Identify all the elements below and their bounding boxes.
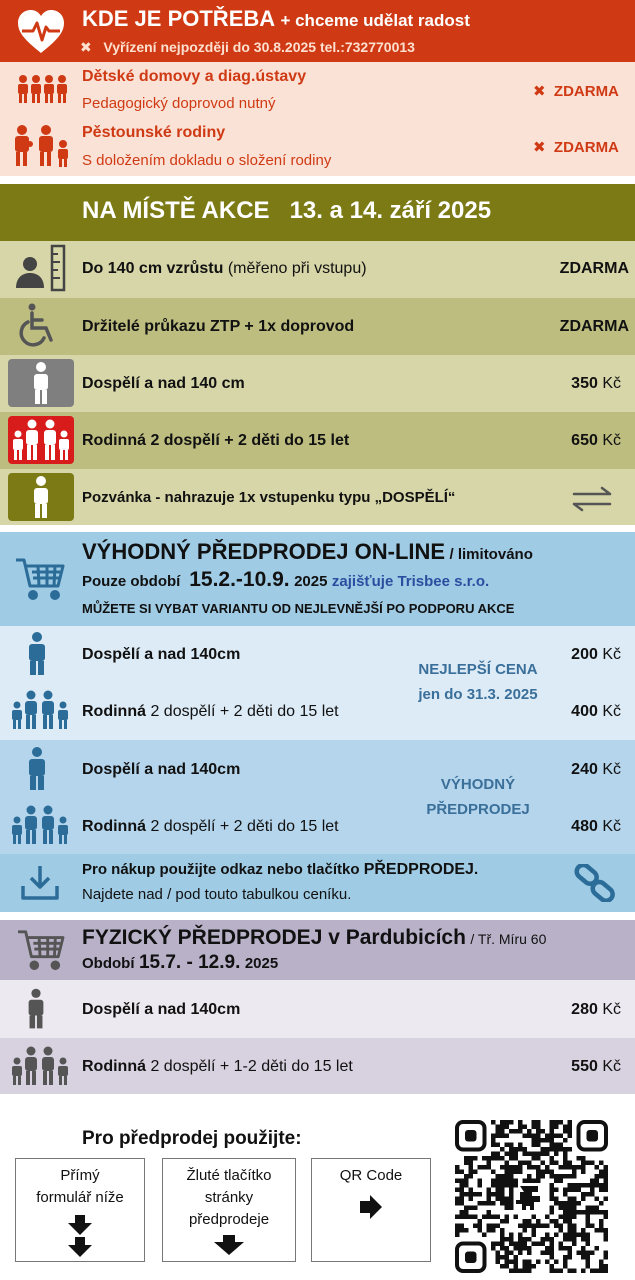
exchange-arrows-icon xyxy=(570,485,614,513)
qr-code-image xyxy=(450,1118,614,1276)
qr-code-box[interactable] xyxy=(311,1158,431,1262)
online-advantage-adult-price: 240 Kč xyxy=(571,761,621,778)
yellow-button-line2: stránky xyxy=(204,1189,254,1206)
purchase-info-line1: Pro nákup použijte odkaz nebo tlačítko PŘEDPRODEJ. xyxy=(82,861,479,878)
foster-families-title: Pěstounské rodiny xyxy=(82,124,226,141)
onsite-family-label: Rodinná 2 dospělí + 2 děti do 15 let xyxy=(82,432,350,449)
adult-person-icon xyxy=(8,473,74,521)
presale-heading: Pro předprodej použijte: xyxy=(82,1128,302,1149)
bestprice-badge: NEJLEPŠÍ CENA jen do 31.3. 2025 xyxy=(418,661,538,703)
online-bestprice-family-label: Rodinná 2 dospělí + 2 děti do 15 let xyxy=(82,703,339,720)
online-bestprice-family-price: 400 Kč xyxy=(571,703,621,720)
foster-families-subtitle: S doložením dokladu o složení rodiny xyxy=(82,152,332,169)
onsite-ztp-label: Držitelé průkazu ZTP + 1x doprovod xyxy=(82,318,355,335)
onsite-adult-price: 350 Kč xyxy=(571,375,621,392)
cart-icon xyxy=(14,556,66,602)
children-homes-price: ✖ ZDARMA xyxy=(533,83,619,100)
yellow-button-box[interactable] xyxy=(162,1158,296,1262)
online-advantage-family-price: 480 Kč xyxy=(571,818,621,835)
family-icon xyxy=(8,416,74,464)
children-homes-subtitle: Pedagogický doprovod nutný xyxy=(82,95,276,112)
adult-person-icon xyxy=(24,632,50,676)
onsite-child-price: ZDARMA xyxy=(559,260,629,277)
purchase-info-line2: Najdete nad / pod touto tabulkou ceníku. xyxy=(82,886,352,903)
adult-icon-tile xyxy=(8,359,74,407)
adult-person-icon xyxy=(8,359,74,407)
physical-adult-label: Dospělí a nad 140cm xyxy=(82,1001,241,1018)
link-icon[interactable] xyxy=(572,864,618,902)
direct-form-box[interactable] xyxy=(15,1158,145,1262)
adult-person-icon xyxy=(24,988,48,1030)
family-icon xyxy=(10,690,70,730)
family-icon xyxy=(10,1046,70,1086)
foster-families-price: ✖ ZDARMA xyxy=(533,139,619,156)
online-period: Pouze období 15.2.-10.9. 2025 zajišťuje Trisbee s.r.o. xyxy=(82,568,490,591)
adult-person-icon xyxy=(24,747,50,791)
section-onsite-title: NA MÍSTĚ AKCE 13. a 14. září 2025 xyxy=(82,197,492,224)
download-icon xyxy=(20,864,60,902)
onsite-child-label: Do 140 cm vzrůstu (měřeno při vstupu) xyxy=(82,260,367,277)
online-bestprice-adult-price: 200 Kč xyxy=(571,646,621,663)
online-note: MŮŽETE SI VYBAT VARIANTU OD NEJLEVNĚJŠÍ PO PODPORU AKCE xyxy=(82,601,515,616)
direct-form-line1: Přímý xyxy=(60,1167,100,1184)
section-online-title: VÝHODNÝ PŘEDPRODEJ ON-LINE / limitováno xyxy=(82,539,533,564)
online-advantage-family-label: Rodinná 2 dospělí + 2 děti do 15 let xyxy=(82,818,339,835)
right-arrow-icon xyxy=(312,1193,430,1221)
section-physical-title: FYZICKÝ PŘEDPRODEJ v Pardubicích / Tř. Míru 60 xyxy=(82,926,547,949)
cart-icon xyxy=(16,928,66,972)
qr-code-label: QR Code xyxy=(339,1167,403,1184)
down-arrow-icon xyxy=(163,1234,295,1256)
family-icon-tile xyxy=(8,416,74,464)
online-advantage-adult-label: Dospělí a nad 140cm xyxy=(82,761,241,778)
qr-code[interactable] xyxy=(450,1118,614,1276)
advantage-badge: VÝHODNÝ PŘEDPRODEJ xyxy=(426,776,530,818)
onsite-invite-label: Pozvánka - nahrazuje 1x vstupenku typu „DOSPĚLÍ“ xyxy=(82,489,456,506)
onsite-family-price: 650 Kč xyxy=(571,432,621,449)
direct-form-line2: formulář níže xyxy=(36,1189,124,1206)
children-group-icon xyxy=(16,74,68,104)
child-height-icon xyxy=(12,244,68,294)
heart-pulse-icon xyxy=(16,9,66,55)
section-needy-title: KDE JE POTŘEBA + chceme udělat radost xyxy=(82,6,470,31)
physical-adult-price: 280 Kč xyxy=(571,1001,621,1018)
wheelchair-icon xyxy=(18,302,62,348)
physical-period: Období 15.7. - 12.9. 2025 xyxy=(82,952,279,973)
double-down-arrow-icon xyxy=(16,1213,144,1259)
yellow-button-line1: Žluté tlačítko xyxy=(186,1167,272,1184)
foster-family-icon xyxy=(12,124,70,168)
physical-family-price: 550 Kč xyxy=(571,1058,621,1075)
onsite-ztp-price: ZDARMA xyxy=(559,318,629,335)
family-icon xyxy=(10,805,70,845)
invite-icon-tile xyxy=(8,473,74,521)
physical-family-label: Rodinná 2 dospělí + 1-2 děti do 15 let xyxy=(82,1058,353,1075)
deadline-text: ✖ Vyřízení nejpozději do 30.8.2025 tel.:732770013 xyxy=(80,39,415,55)
online-bestprice-adult-label: Dospělí a nad 140cm xyxy=(82,646,241,663)
yellow-button-line3: předprodeje xyxy=(188,1211,270,1228)
children-homes-title: Dětské domovy a diag.ústavy xyxy=(82,68,307,85)
onsite-adult-label: Dospělí a nad 140 cm xyxy=(82,375,245,392)
